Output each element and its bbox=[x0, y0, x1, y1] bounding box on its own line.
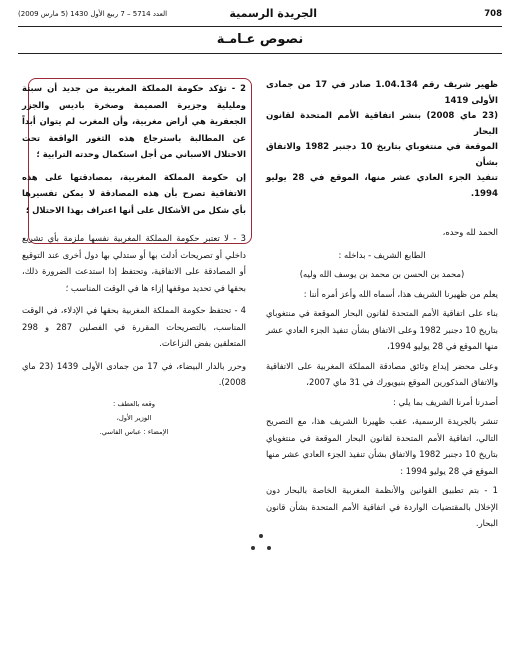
date-place: وحرر بالدار البيضاء، في 17 من جمادى الأولى 1439 (23 ماي 2008). bbox=[22, 360, 246, 387]
paragraph: وعلى محضر إيداع وثائق مصادقة المملكة المغربية على الاتفاقية والاتفاق المذكورين الموقع بنيويورك في 31 ماي 2007، bbox=[266, 360, 498, 387]
journal-title: الجريدة الرسمية bbox=[229, 7, 317, 20]
pm-signature: الإمضاء : عباس الفاسي. bbox=[99, 427, 169, 436]
right-column bbox=[266, 78, 498, 532]
praise-line: الحمد لله وحده، bbox=[442, 227, 498, 237]
paragraph: 2 - تؤكد حكومة المملكة المغربية من جديد أن سبتة ومليلية وجزيرة الصميمة وصخرة باديس والجزر الجعفرية هي أراض مغربية، وأن المغرب لم يتوان أبداً عن المطالبة باسترجاع هذه الثغور الواقعة تحت الاحتلال الاسباني من أجل استكمال وحدته الترابية ؛ bbox=[22, 83, 246, 159]
left-column bbox=[22, 80, 246, 439]
intro-line: يعلم من ظهيرنا الشريف هذا، أسماه الله وأعز أمره أننا : bbox=[303, 288, 498, 299]
command-line: أصدرنا أمرنا الشريف بما يلي : bbox=[393, 396, 498, 407]
seal-line: الطابع الشريف - بداخله : bbox=[338, 249, 426, 260]
paragraph: تنشر بالجريدة الرسمية، عقب ظهيرنا الشريف هذا، مع التصريح التالي، اتفاقية الأمم المتحدة لقانون البحار الموقعة في منتغوباي بتاريخ 10 دجنبر 1982 والاتفاق بشأن تنفيذ الجزء العادي عشر منها الموقع في 28 يوليو 1994 : bbox=[266, 416, 498, 476]
paragraph: إن حكومة المملكة المغربية، بمصادقتها على هذه الاتفاقية تصرح بأن هذه المصادقة لا يمكن تفسيرها بأي شكل من الأشكال على أنها اعتراف بهذا الاحتلال ؛ bbox=[22, 171, 246, 215]
paragraph: بناء على اتفاقية الأمم المتحدة لقانون البحار الموقعة في منتغوباي بتاريخ 10 دجنبر 1982 وعلى الاتفاق بشأن تنفيذ الجزء العادي عشر منها الموقع في 28 يوليو 1994، bbox=[266, 308, 498, 351]
separator-dot bbox=[259, 534, 263, 538]
signature-block bbox=[22, 391, 246, 439]
seal-name: (محمد بن الحسن بن محمد بن يوسف الله وليه) bbox=[299, 269, 465, 279]
section-title: نصوص عـامـة bbox=[216, 32, 304, 47]
pm-title: الوزير الأول، bbox=[116, 413, 152, 422]
paragraph: 1 - بتم تطبيق القوانين والأنظمة المغربية الخاصة بالبحار دون الإخلال بالمقتضيات الواردة في اتفاقية الأمم المتحدة بشأن قانون البحار. bbox=[266, 485, 498, 528]
page-number: 708 bbox=[484, 9, 502, 19]
separator-dots bbox=[251, 534, 271, 558]
page-header bbox=[18, 6, 502, 27]
dahir-title bbox=[266, 78, 498, 202]
countersign-label: وقعه بالعطف : bbox=[113, 399, 155, 408]
paragraph: 4 - تحتفظ حكومة المملكة المغربية بحقها في الإدلاء، في الوقت المناسب، بالتصريحات المقررة في الفصلين 287 و 298 المتعلقين بفض النزاعات. bbox=[22, 305, 246, 348]
separator-dot bbox=[251, 546, 255, 550]
title-line: الموقعة في منتغوباي بتاريخ 10 دجنبر 1982 والاتفاق بشأن bbox=[266, 142, 498, 168]
paragraph: 3 - لا تعتبر حكومة المملكة المغربية نفسها ملزمة بأي تشريع داخلي أو تصريحات أدلت بها أو ستدلي بها دول أخرى عند التوقيع أو المصادقة على الاتفاقية، وتحتفظ إذا استدعت الضرورة ذلك، بحقها في تحديد موقفها إزاء ها في الوقت المناسب ؛ bbox=[22, 233, 246, 293]
issue-info: العدد 5714 – 7 ربيع الأول 1430 (5 مارس 2009) bbox=[18, 10, 168, 18]
title-line: ظهير شريف رقم 1.04.134 صادر في 17 من جمادى الأولى 1419 bbox=[266, 80, 499, 106]
separator-dot bbox=[267, 546, 271, 550]
title-line: تنفيذ الجزء العادي عشر منها، الموقع في 28 يوليو 1994. bbox=[266, 173, 498, 199]
title-line: (23 ماي 2008) بنشر اتفاقية الأمم المتحدة لقانون البحار bbox=[266, 111, 498, 137]
section-rule bbox=[18, 53, 502, 54]
